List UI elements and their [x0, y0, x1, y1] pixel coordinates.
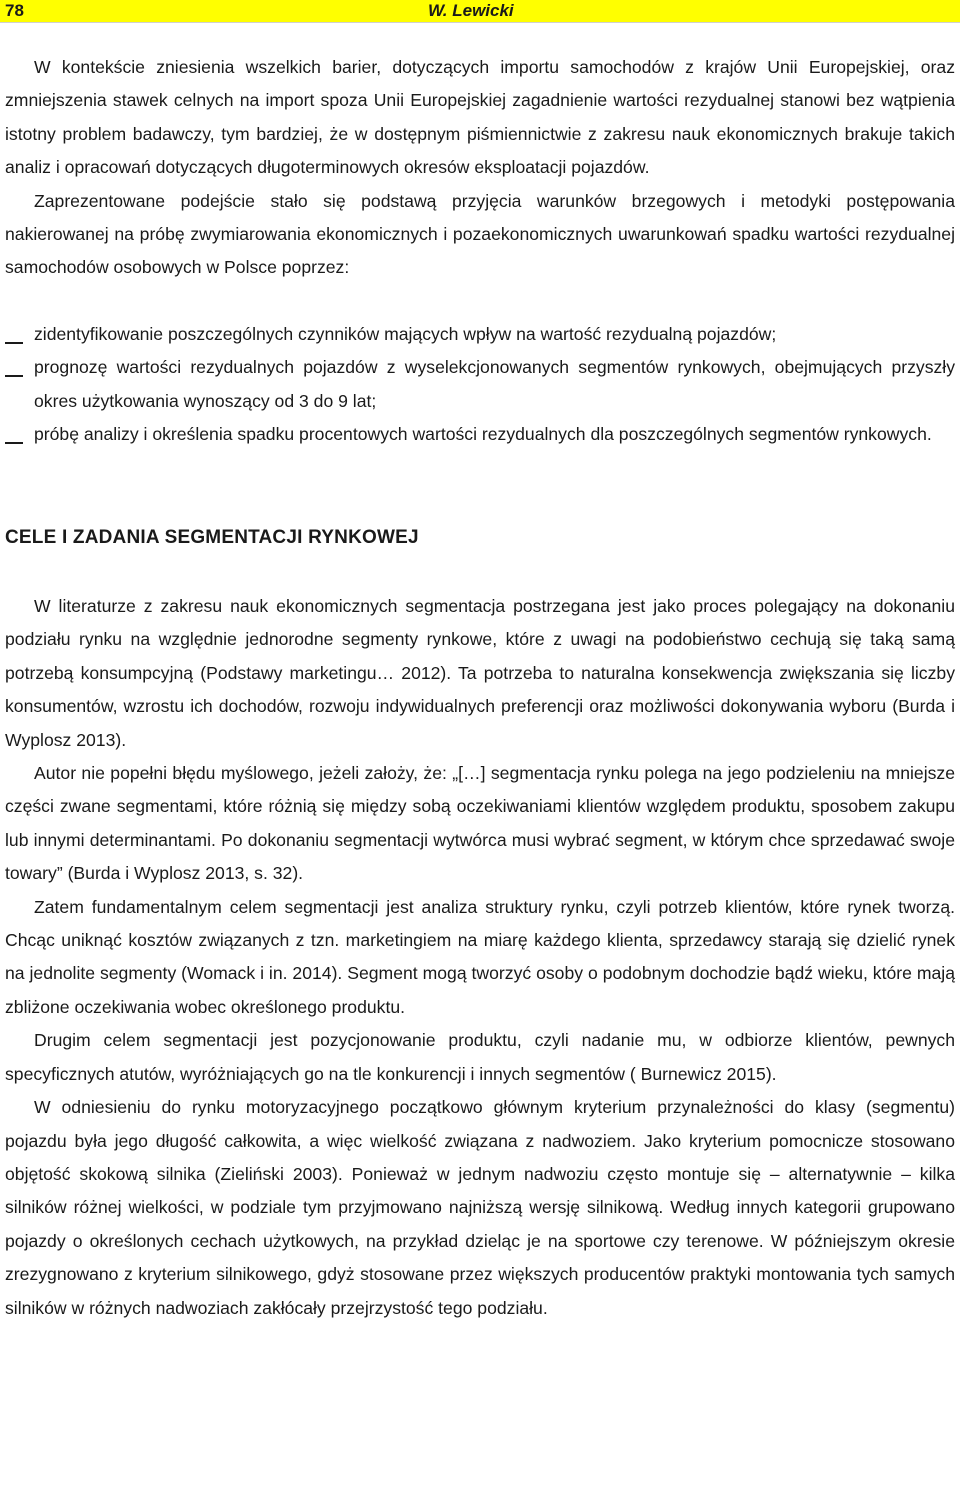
- body-paragraph: Autor nie popełni błędu myślowego, jeżeli założy, że: „[…] segmentacja rynku polega na jego podzieleniu na mniejsze części zwane segmentami, które różnią się między sobą oczekiwaniami klientów względem produktu, sposobem zakupu lub innymi determinantami. Po dokonaniu segmentacji wytwórca musi wybrać segment, w którym chce sprzedawać swoje towary” (Burda i Wyplosz 2013, s. 32).: [5, 763, 955, 884]
- method-bullet-list: [5, 318, 955, 452]
- bullet-item: [5, 418, 955, 451]
- body-paragraph: W literaturze z zakresu nauk ekonomicznych segmentacja postrzegana jest jako proces polegający na dokonaniu podziału rynku na względnie jednorodne segmenty rynkowe, które z uwagi na podobieństwo cechują się taką samą potrzebą konsumpcyjną (Podstawy marketingu… 2012). Ta potrzeba to naturalna konsekwencja zwiększania się liczby konsumentów, wzrostu ich dochodów, rozwoju indywidualnych preferencji oraz możliwości dokonywania wyboru (Burda i Wyplosz 2013).: [5, 596, 955, 750]
- bullet-text: próbę analizy i określenia spadku procentowych wartości rezydualnych dla poszczególnych segmentów rynkowych.: [34, 424, 932, 445]
- body-paragraph: Drugim celem segmentacji jest pozycjonowanie produktu, czyli nadanie mu, w odbiorze klientów, pewnych specyficznych atutów, wyróżniających go na tle konkurencji i innych segmentów ( Burnewicz 2015).: [5, 1030, 955, 1084]
- section-body: [5, 590, 955, 1325]
- intro-text: [5, 51, 955, 285]
- bullet-text: zidentyfikowanie poszczególnych czynników mających wpływ na wartość rezydualną pojazdów;: [34, 324, 777, 344]
- section-heading: CELE I ZADANIA SEGMENTACJI RYNKOWEJ: [5, 527, 419, 548]
- intro-paragraph: W kontekście zniesienia wszelkich barier, dotyczących importu samochodów z krajów Unii Europejskiej, oraz zmniejszenia stawek celnych na import spoza Unii Europejskiej zagadnienie wartości rezydualnej stanowi bez wątpienia istotny problem badawczy, tym bardziej, że w dostępnym piśmiennictwie z zakresu nauk ekonomicznych brakuje takich analiz i opracowań dotyczących długoterminowych okresów eksploatacji pojazdów.: [5, 57, 955, 178]
- bullet-item: [5, 351, 955, 418]
- bullet-text: prognozę wartości rezydualnych pojazdów z wyselekcjonowanych segmentów rynkowych, obejmujących przyszły okres użytkowania wynoszący od 3 do 9 lat;: [34, 357, 955, 411]
- body-paragraph: W odniesieniu do rynku motoryzacyjnego początkowo głównym kryterium przynależności do klasy (segmentu) pojazdu była jego długość całkowita, a więc wielkość związana z nadwoziem. Jako kryterium pomocnicze stosowano objętość skokową silnika (Zieliński 2003). Ponieważ w jednym nadwoziu często montuje się – alternatywnie – kilka silników różnej wielkości, w podziale tym przyjmowano najniższą wersję silnikową. Według innych kategorii grupowano pojazdy o określonych cechach użytkowych, na przykład dzieląc je na sportowe czy terenowe. W późniejszym okresie zrezygnowano z kryterium silnikowego, gdyż stosowane przez większych producentów praktyki montowania tych samych silników w różnych nadwoziach zakłócały przejrzystość tego podziału.: [5, 1097, 955, 1318]
- body-paragraph: Zatem fundamentalnym celem segmentacji jest analiza struktury rynku, czyli potrzeb klientów, które rynek tworzą. Chcąc uniknąć kosztów związanych z tzn. marketingiem na miarę każdego klienta, sprzedawcy starają się dzielić rynek na jednolite segmenty (Womack i in. 2014). Segment mogą tworzyć osoby o podobnym dochodzie bądź wieku, które mają zbliżone oczekiwania wobec określonego produktu.: [5, 896, 955, 1017]
- running-author: W. Lewicki: [428, 1, 514, 20]
- bullet-item: [5, 318, 955, 351]
- page-number: 78: [5, 1, 24, 20]
- running-header: [0, 0, 960, 23]
- intro-paragraph: Zaprezentowane podejście stało się podstawą przyjęcia warunków brzegowych i metodyki postępowania nakierowanej na próbę zwymiarowania ekonomicznych i pozaekonomicznych uwarunkowań spadku wartości rezydualnej samochodów osobowych w Polsce poprzez:: [5, 190, 955, 278]
